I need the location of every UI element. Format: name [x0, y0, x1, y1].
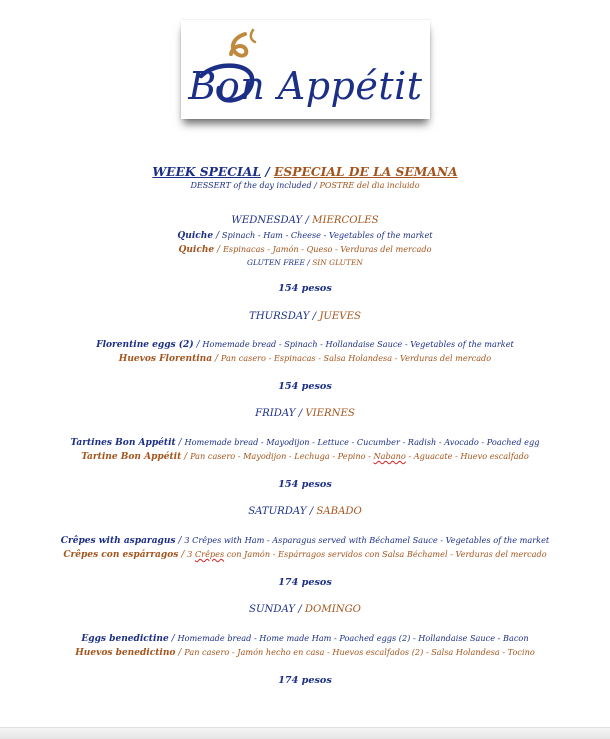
- day-es: MIERCOLES: [312, 215, 379, 226]
- day-en: THURSDAY: [249, 311, 310, 322]
- dish-desc-misspelled: Crêpes: [194, 549, 225, 559]
- day-thursday: [0, 311, 610, 322]
- day-sep: /: [295, 408, 306, 419]
- dish-sep: /: [213, 231, 222, 241]
- dish-sep: /: [181, 452, 191, 462]
- price-wednesday: 154 pesos: [278, 283, 332, 294]
- title-en: WEEK SPECIAL: [152, 164, 261, 179]
- day-en: SATURDAY: [248, 506, 307, 517]
- dish-desc: 3: [187, 549, 195, 559]
- dish-desc: Homemade bread - Mayodijon - Lettuce - Cucumber - Radish - Avocado - Poached egg: [184, 437, 540, 447]
- dish-name: Huevos benedictino: [75, 648, 176, 658]
- day-sep: /: [309, 311, 320, 322]
- dish-en-saturday: [0, 535, 610, 546]
- dish-desc: Spinach - Ham - Cheese - Vegetables of the market: [221, 230, 433, 240]
- price-saturday: 174 pesos: [278, 577, 332, 588]
- title-sep: /: [260, 164, 275, 179]
- dessert-en: DESSERT of the day included: [190, 181, 312, 190]
- dish-sep: /: [212, 354, 221, 364]
- dish-desc: 3 Crêpes with Ham - Asparagus served with Béchamel Sauce - Vegetables of the market: [184, 535, 550, 545]
- day-en: SUNDAY: [249, 604, 296, 615]
- week-special-title: [0, 164, 610, 179]
- dish-desc: Homemade bread - Home made Ham - Poached eggs (2) - Hollandaise Sauce - Bacon: [177, 633, 529, 643]
- dish-desc: Espinacas - Jamón - Queso - Verduras del mercado: [222, 244, 432, 254]
- day-en: WEDNESDAY: [231, 215, 303, 226]
- dish-sep: /: [193, 340, 203, 350]
- dish-desc-misspelled: Nabano: [373, 451, 406, 461]
- dish-sep: /: [175, 438, 185, 448]
- dish-sep: /: [168, 634, 178, 644]
- day-sep: /: [306, 506, 317, 517]
- dish-sep: /: [178, 550, 188, 560]
- dish-name: Florentine eggs (2): [96, 340, 194, 350]
- dish-name: Eggs benedictine: [81, 634, 169, 644]
- day-es: DOMINGO: [304, 604, 361, 615]
- dish-sep: /: [175, 648, 185, 658]
- logo-card: [181, 20, 430, 119]
- dish-sep: /: [175, 536, 185, 546]
- day-wednesday: [0, 215, 610, 226]
- dessert-sep: /: [311, 181, 320, 190]
- dish-desc: - Aguacate - Huevo escalfado: [405, 451, 529, 461]
- title-es: ESPECIAL DE LA SEMANA: [274, 164, 458, 179]
- dish-name: Tartine Bon Appétit: [81, 452, 182, 462]
- dessert-line: [0, 181, 610, 190]
- dessert-es: POSTRE del dia incluido: [319, 181, 420, 190]
- dish-en-thursday: [0, 339, 610, 350]
- price-sunday: 174 pesos: [278, 675, 332, 686]
- logo-text: Bon Appétit: [188, 64, 423, 108]
- dish-name: Tartines Bon Appétit: [70, 438, 176, 448]
- price-thursday: 154 pesos: [278, 381, 332, 392]
- page-edge: [0, 727, 610, 739]
- dish-en-sunday: [0, 633, 610, 644]
- dish-es-sunday: [0, 647, 610, 658]
- day-es: JUEVES: [319, 311, 361, 322]
- day-saturday: [0, 506, 610, 517]
- gluten-line: [0, 258, 610, 267]
- gluten-sep: /: [304, 258, 313, 267]
- day-es: SABADO: [316, 506, 362, 517]
- day-sunday: [0, 604, 610, 615]
- dish-name: Huevos Florentina: [118, 354, 213, 364]
- day-friday: [0, 408, 610, 419]
- dish-es-wednesday: [0, 244, 610, 255]
- day-sep: /: [295, 604, 305, 615]
- gluten-en: GLUTEN FREE: [247, 258, 305, 267]
- gluten-es: SIN GLUTEN: [312, 258, 363, 267]
- dish-name: Crêpes con espárragos: [63, 550, 179, 560]
- day-sep: /: [302, 215, 313, 226]
- dish-name: Crêpes with asparagus: [60, 536, 176, 546]
- dish-desc: Pan casero - Espinacas - Salsa Holandesa - Verduras del mercado: [220, 353, 492, 363]
- dish-name: Quiche: [178, 245, 215, 255]
- dish-desc: con Jamón - Espárragos servidos con Salsa Béchamel - Verduras del mercado: [224, 549, 547, 559]
- day-es: VIERNES: [305, 408, 355, 419]
- dish-desc: Pan casero - Mayodijon - Lechuga - Pepino -: [190, 451, 374, 461]
- dish-en-friday: [0, 437, 610, 448]
- dish-desc: Pan casero - Jamón hecho en casa - Huevos escalfados (2) - Salsa Holandesa - Tocino: [184, 647, 535, 657]
- dish-en-wednesday: [0, 230, 610, 241]
- price-friday: 154 pesos: [278, 479, 332, 490]
- dish-es-friday: [0, 451, 610, 462]
- dish-es-thursday: [0, 353, 610, 364]
- dish-name: Quiche: [177, 231, 214, 241]
- dish-desc: Homemade bread - Spinach - Hollandaise Sauce - Vegetables of the market: [202, 339, 514, 349]
- dish-es-saturday: [0, 549, 610, 560]
- dish-sep: /: [214, 245, 223, 255]
- day-en: FRIDAY: [255, 408, 296, 419]
